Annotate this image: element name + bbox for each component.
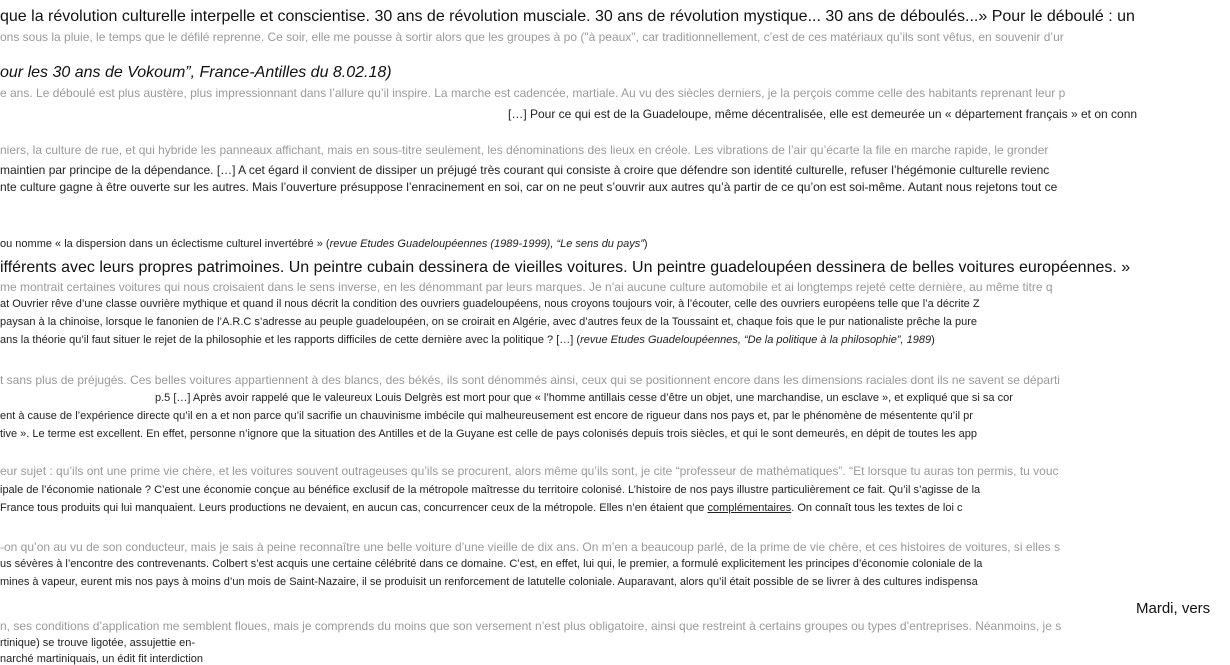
quote-line: at Ouvrier rêve d’une classe ouvrière mythique et quand il nous décrit la condition des ouvriers guadeloupéens, nous croyons toujours voir, à l’écouter, celle des ouvriers européens telle que l’a décrite Z: [0, 298, 980, 310]
quote-text: ans la théorie qu’il faut situer le rejet de la philosophie et les rapports difficiles de cette dernière avec la politique ? […] (: [0, 334, 581, 346]
quote-line: nte culture gagne à être ouverte sur les autres. Mais l’ouverture présuppose l’enracinement en soi, car on ne peut s’ouvrir aux autres qu’à partir de ce qu’on est soi-même. Autant nous rejetons tout ce: [0, 180, 1058, 194]
quote-line: tive ». Le terme est excellent. En effet, personne n’ignore que la situation des Antilles et de la Guyane est celle de pays colonisés depuis trois siècles, et qui le sont demeurés, en dépit de toutes les app: [0, 428, 977, 440]
narrative-line: niers, la culture de rue, et qui hybride les panneaux affichant, mais en sous-titre seulement, les dénominations des lieux en créole. Les vibrations de l’air qu’écarte la file en marche rapide, le gronder: [0, 143, 1049, 157]
citation-text: revue Etudes Guadeloupéennes, “De la politique à la philosophie”, 1989: [580, 334, 932, 346]
date-heading: Mardi, vers: [1136, 600, 1211, 617]
quote-line: narché martiniquais, un édit fit interdiction: [0, 653, 203, 665]
narrative-line: eur sujet : qu’ils ont une prime vie chère, et les voitures souvent outrageuses qu’ils se procurent, alors même qu’ils sont, je cite “professeur de mathématiques”. “Et lorsque tu auras ton permis, tu vouc: [0, 464, 1059, 478]
underlined-word: complémentaires: [707, 502, 792, 514]
quote-line: [0, 502, 962, 514]
quote-line: ifférents avec leurs propres patrimoines. Un peintre cubain dessinera de vieilles voitures. Un peintre guadeloupéen dessinera de belles voitures européennes. »: [0, 259, 1131, 276]
quote-line: […] Pour ce qui est de la Guadeloupe, même décentralisée, elle est demeurée un « département français » et on conn: [508, 107, 1138, 121]
quote-line: p.5 […] Après avoir rappelé que le valeureux Louis Delgrès est mort pour que « l’homme antillais cesse d’être un objet, une marchandise, un esclave », et expliqué que si sa cor: [155, 392, 1013, 404]
quote-text: ): [643, 238, 648, 250]
quote-text: ou nomme « la dispersion dans un éclectisme culturel invertébré » (: [0, 238, 330, 250]
quote-line: us sévères à l’encontre des contrevenants. Colbert s’est acquis une certaine célébrité dans ce domaine. C’est, en effet, lui qui, le premier, a formulé explicitement les principes d’économie coloniale de la: [0, 558, 983, 570]
quote-line: que la révolution culturelle interpelle et conscientise. 30 ans de révolution musciale. 30 ans de révolution mystique... 30 ans de déboulés...» Pour le déboulé : un: [0, 8, 1135, 25]
narrative-line: n, ses conditions d’application me semblent floues, mais je comprends du moins que son versement n’est plus obligatoire, ainsi que restreint à certains groupes ou types d’entreprises. Néanmoins, je s: [0, 619, 1062, 633]
quote-line: ent à cause de l’expérience directe qu’il en a et non parce qu’il sacrifie un chauvinisme imbécile qui malheureusement est encore de rigueur dans nos pays et, par le phénomène de mésentente qu’il pr: [0, 410, 973, 422]
citation-line: our les 30 ans de Vokoum”, France-Antilles du 8.02.18): [0, 64, 392, 81]
quote-line: [0, 334, 935, 346]
narrative-line: me montrait certaines voitures qui nous croisaient dans le sens inverse, en les dénommant par leurs marques. Je n’ai aucune culture automobile et ai longtemps rejeté cette dernière, au même titre q: [0, 280, 1053, 294]
narrative-line: ons sous la pluie, le temps que le défilé reprenne. Ce soir, elle me pousse à sortir alors que les groupes à po ("à peaux", car traditionnellement, c’est de ces matériaux qu’ils sont vêtus, en souvenir d’ur: [0, 30, 1064, 44]
narrative-line: t sans plus de préjugés. Ces belles voitures appartiennent à des blancs, des békés, ils sont dénommés ainsi, ceux qui se positionnent encore dans les dimensions raciales dont ils ne savent se départi: [0, 373, 1060, 387]
quote-line: [0, 238, 648, 250]
quote-line: mines à vapeur, eurent mis nos pays à moins d’un mois de Saint-Nazaire, il se produisit un renforcement de latutelle coloniale. Auparavant, alors qu’il était possible de se livrer à des cultures indispensa: [0, 576, 978, 588]
quote-line: ipale de l’économie nationale ? C’est une économie conçue au bénéfice exclusif de la métropole maîtresse du territoire colonisé. L’histoire de nos pays illustre particulièrement ce fait. Qu’il s’agisse de la: [0, 484, 981, 496]
quote-text: ): [931, 334, 935, 346]
quote-line: maintien par principe de la dépendance. […] A cet égard il convient de dissiper un préjugé très courant qui consiste à croire que défendre son identité culturelle, refuser l’hégémonie culturelle revienc: [0, 163, 1050, 177]
quote-text: . On connaît tous les textes de loi c: [791, 502, 963, 514]
narrative-line: -on qu’on au vu de son conducteur, mais je sais à peine reconnaître une belle voiture d’une vieille de dix ans. On m’en a beaucoup parlé, de la prime de vie chère, et ces histoires de voitures, si elles s: [0, 540, 1060, 554]
quote-line: paysan à la chinoise, lorsque le fanonien de l’A.R.C s’adresse au peuple guadeloupéen, on se croirait en Algérie, avec d’autres feux de la Toussaint et, chaque fois que le pur nationaliste prêche la pure: [0, 316, 977, 328]
quote-line: rtinique) se trouve ligotée, assujettie en-: [0, 637, 196, 649]
quote-text: France tous produits qui lui manquaient. Leurs productions ne devaient, en aucun cas, concurrencer ceux de la métropole. Elles n’en étaient que: [0, 502, 708, 514]
citation-text: revue Etudes Guadeloupéennes (1989-1999), “Le sens du pays”: [329, 238, 644, 250]
narrative-line: e ans. Le déboulé est plus austère, plus impressionnant dans l’allure qu’il inspire. La marche est cadencée, martiale. Au vu des siècles derniers, je la perçois comme celle des habitants reprenant leur p: [0, 86, 1066, 100]
